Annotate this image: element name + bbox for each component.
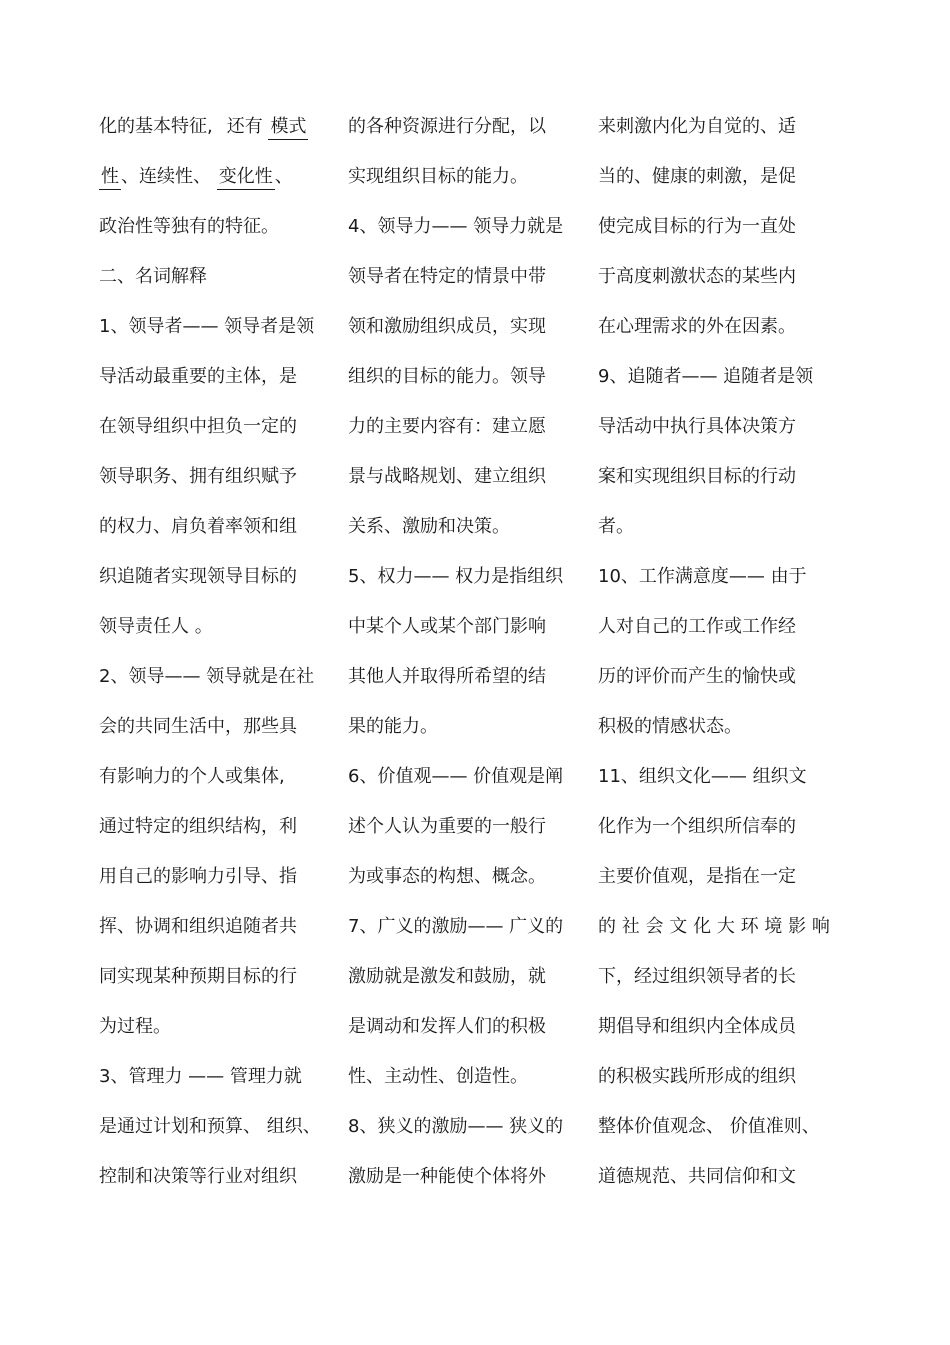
text-line: 3、管理力 —— 管理力就	[99, 1066, 302, 1087]
text-line: 挥、协调和组织追随者共	[99, 916, 297, 937]
text-line: 下，经过组织领导者的长	[598, 966, 796, 987]
text-line: 在领导组织中担负一定的	[99, 416, 297, 437]
column-2	[348, 102, 588, 1202]
text-line: 案和实现组织目标的行动	[598, 466, 796, 487]
text-fragment: 、连续性、	[121, 166, 211, 187]
text-line: 通过特定的组织结构，利	[99, 816, 297, 837]
text-line: 积极的情感状态。	[598, 716, 742, 737]
char: 境	[764, 916, 783, 937]
section-heading: 二、名词解释	[99, 266, 207, 287]
char: 社	[621, 916, 640, 937]
term-definition-8: 8、狭义的激励—— 狭义的	[348, 1116, 564, 1137]
text-line: 用自己的影响力引导、指	[99, 866, 297, 887]
text-line: 性、主动性、创造性。	[348, 1066, 528, 1087]
text-line: 道德规范、共同信仰和文	[598, 1166, 796, 1187]
text-line	[99, 102, 339, 152]
text-line: 是调动和发挥人们的积极	[348, 1016, 546, 1037]
text-line: 期倡导和组织内全体成员	[598, 1016, 796, 1037]
text-line: 主要价值观，是指在一定	[598, 866, 796, 887]
text-line: 导活动最重要的主体，是	[99, 366, 297, 387]
text-line: 景与战略规划、建立组织	[348, 466, 546, 487]
text-line: 者。	[598, 516, 634, 537]
text-line: 使完成目标的行为一直处	[598, 216, 796, 237]
text-line: 的积极实践所形成的组织	[598, 1066, 796, 1087]
text-line: 导活动中执行具体决策方	[598, 416, 796, 437]
text-line: 领导者在特定的情景中带	[348, 266, 546, 287]
char: 响	[811, 916, 830, 937]
column-1	[99, 102, 339, 1202]
text-line: 的权力、肩负着率领和组	[99, 516, 297, 537]
text-fragment: 还有	[226, 116, 263, 137]
text-line: 果的能力。	[348, 716, 438, 737]
text-line: 为或事态的构想、概念。	[348, 866, 546, 887]
text-line: 激励是一种能使个体将外	[348, 1166, 546, 1187]
fill-blank-answer: 模式	[268, 115, 308, 140]
text-line: 激励就是激发和鼓励，就	[348, 966, 546, 987]
term-definition-5: 5、权力—— 权力是指组织	[348, 566, 564, 587]
text-line: 有影响力的个人或集体,	[99, 766, 285, 787]
char: 的	[598, 916, 616, 937]
char: 环	[740, 916, 759, 937]
char: 化	[693, 916, 712, 937]
text-line: 是通过计划和预算、 组织、	[99, 1116, 321, 1137]
text-line: 领和激励组织成员，实现	[348, 316, 546, 337]
term-definition-10: 10、工作满意度—— 由于	[598, 566, 807, 587]
text-fragment: 、	[274, 166, 293, 187]
term-definition-2	[99, 652, 339, 1052]
text-line: 整体价值观念、 价值准则、	[598, 1116, 820, 1137]
text-line: 述个人认为重要的一般行	[348, 816, 546, 837]
text-line: 在心理需求的外在因素。	[598, 316, 796, 337]
term-definition-6: 6、价值观—— 价值观是阐	[348, 766, 564, 787]
text-line: 历的评价而产生的愉快或	[598, 666, 796, 687]
justified-text-line	[598, 902, 830, 952]
text-line: 化作为一个组织所信奉的	[598, 816, 796, 837]
text-line: 其他人并取得所希望的结	[348, 666, 546, 687]
term-definition-1	[99, 302, 339, 652]
term-definition-9: 9、追随者—— 追随者是领	[598, 366, 814, 387]
text-fragment: 化的基本特征,	[99, 116, 213, 137]
term-definition-11: 11、组织文化—— 组织文	[598, 766, 807, 787]
char: 大	[716, 916, 735, 937]
text-line: 来刺激内化为自觉的、适	[598, 116, 796, 137]
text-line: 当的、健康的刺激，是促	[598, 166, 796, 187]
fill-blank-answer: 性	[99, 165, 121, 190]
text-line: 为过程。	[99, 1016, 171, 1037]
text-line: 控制和决策等行业对组织	[99, 1166, 297, 1187]
char: 文	[669, 916, 688, 937]
text-line: 实现组织目标的能力。	[348, 166, 528, 187]
text-line: 关系、激励和决策。	[348, 516, 510, 537]
text-line: 同实现某种预期目标的行	[99, 966, 297, 987]
term-definition-4: 4、领导力—— 领导力就是	[348, 216, 564, 237]
text-line: 的各种资源进行分配，以	[348, 116, 546, 137]
column-3	[598, 102, 838, 1202]
text-line: 人对自己的工作或工作经	[598, 616, 796, 637]
text-line: 1、领导者—— 领导者是领	[99, 316, 315, 337]
text-line: 于高度刺激状态的某些内	[598, 266, 796, 287]
text-line: 2、领导—— 领导就是在社	[99, 666, 315, 687]
text-line: 中某个人或某个部门影响	[348, 616, 546, 637]
text-line: 力的主要内容有：建立愿	[348, 416, 546, 437]
text-line: 织追随者实现领导目标的	[99, 566, 297, 587]
text-line	[99, 152, 339, 202]
text-line: 组织的目标的能力。领导	[348, 366, 546, 387]
term-definition-3	[99, 1052, 339, 1202]
text-line: 领导责任人 。	[99, 616, 213, 637]
text-line: 领导职务、拥有组织赋予	[99, 466, 297, 487]
char: 会	[645, 916, 664, 937]
term-definition-7: 7、广义的激励—— 广义的	[348, 916, 564, 937]
text-line: 政治性等独有的特征。	[99, 216, 279, 237]
fill-blank-answer: 变化性	[217, 165, 275, 190]
text-line: 会的共同生活中，那些具	[99, 716, 297, 737]
char: 影	[788, 916, 807, 937]
